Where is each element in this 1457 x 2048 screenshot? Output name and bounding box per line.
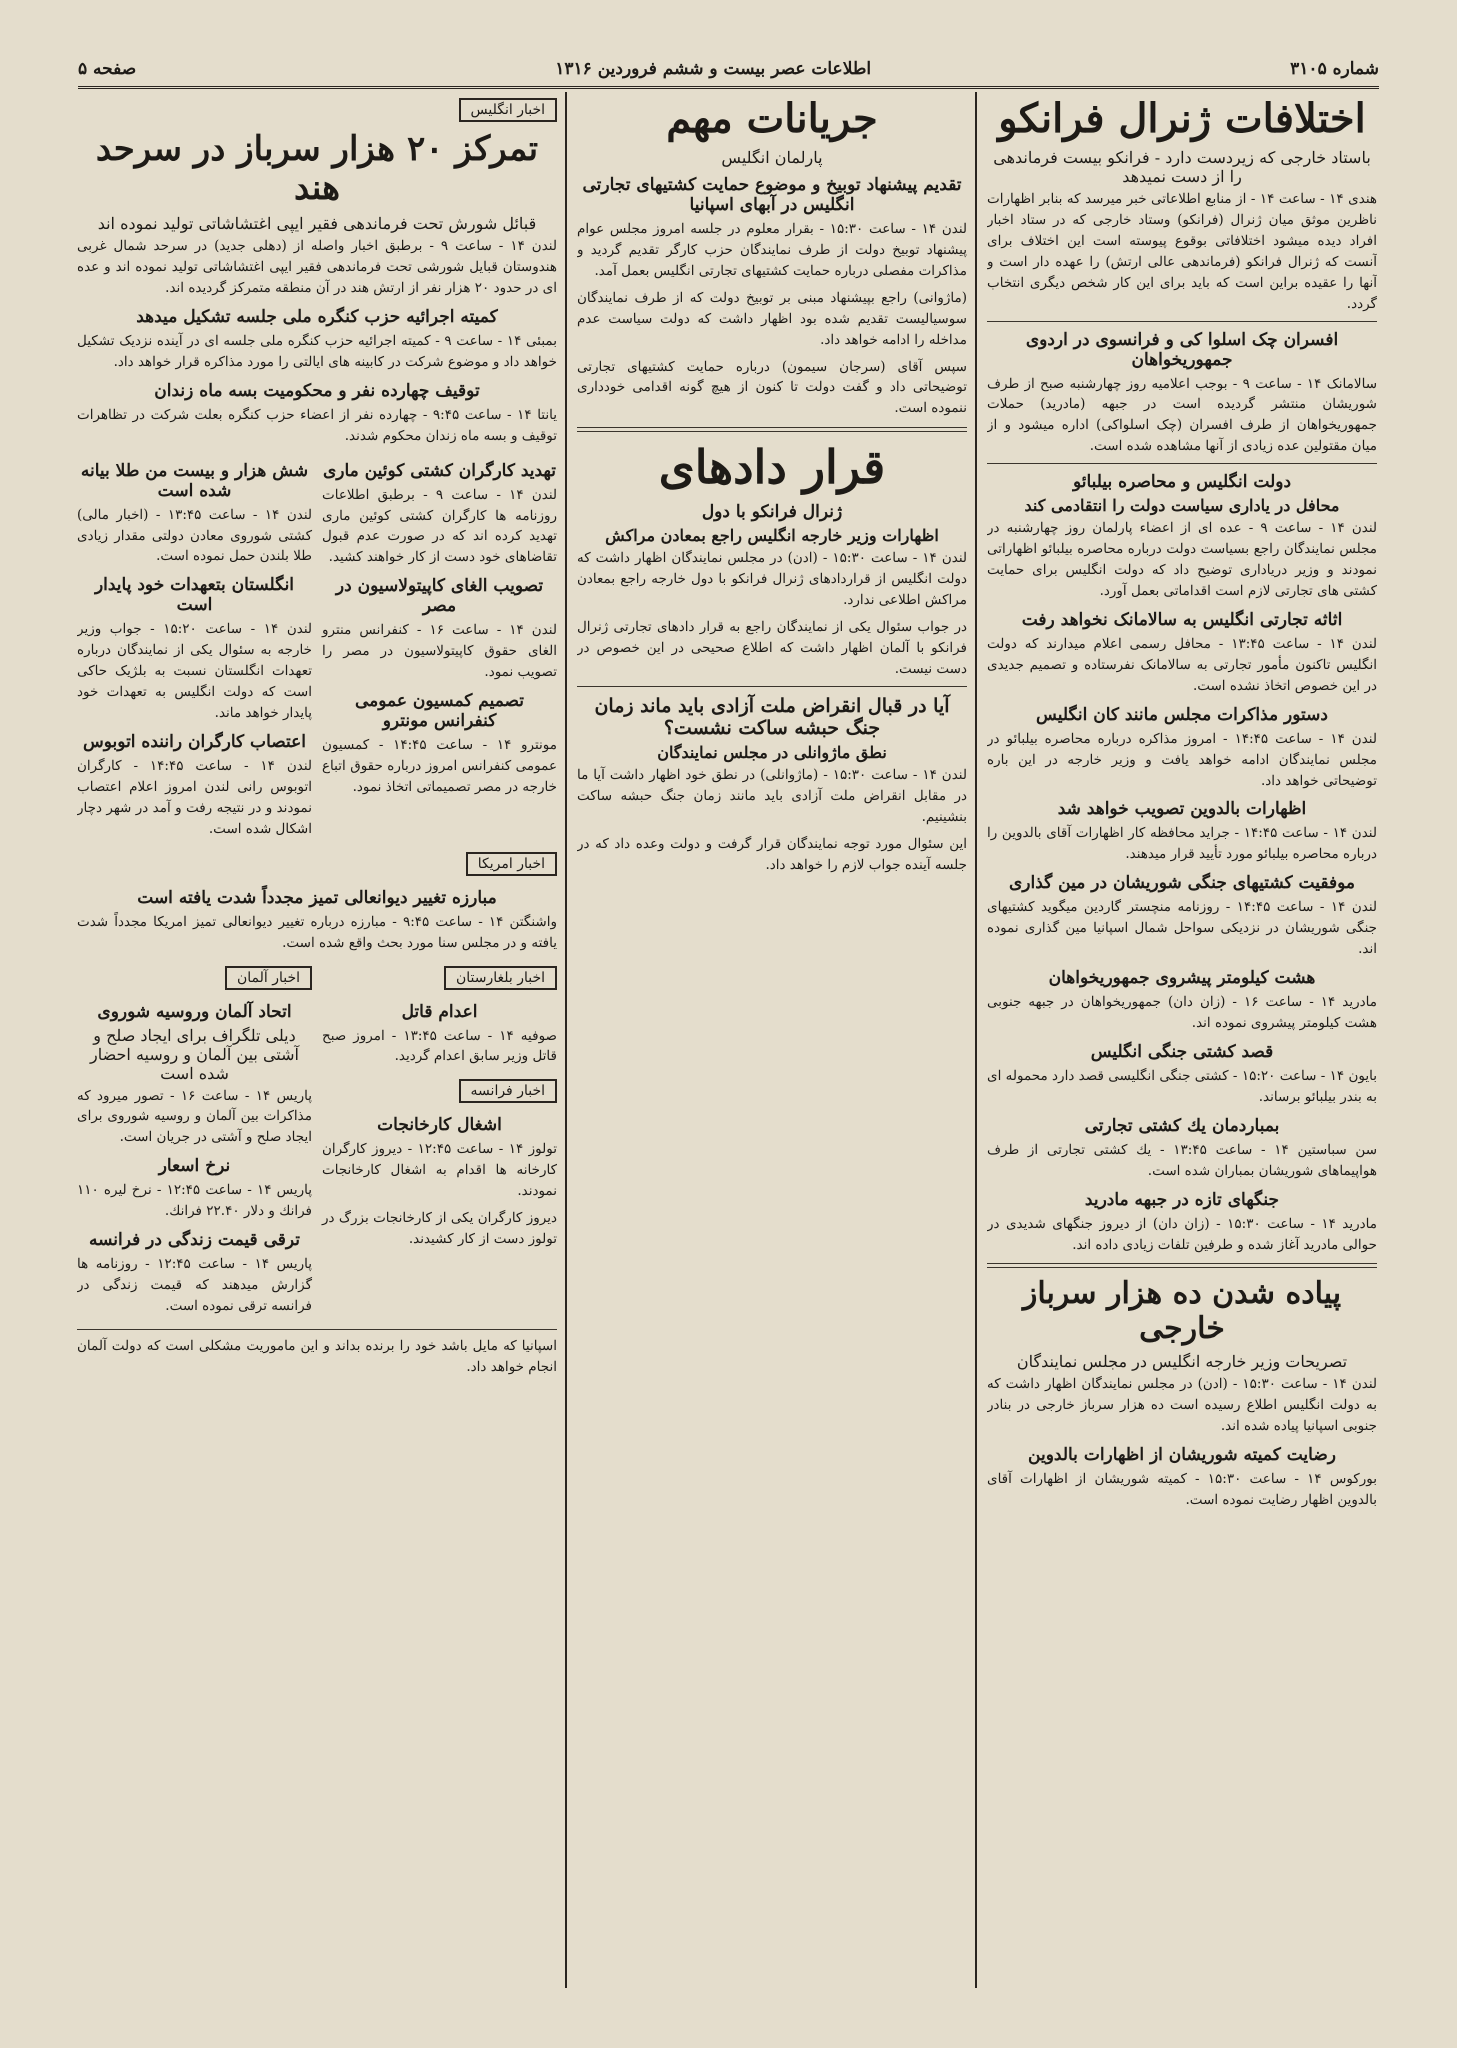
column-right: [987, 92, 1377, 1988]
subhead: قبائل شورش تحت فرماندهی فقیر ایپی اغتشاشاتی تولید نموده اند: [97, 214, 537, 234]
article-text: لندن ۱۴ - ساعت ۱۳:۴۵ - محافل رسمی اعلام میدارند که دولت انگلیس تاکنون مأمور تجارتی به سالامانک نفرستاده و تصمیم جدیدی در این خصوص اتخاذ نشده است.: [987, 635, 1377, 694]
article-text: واشنگتن ۱۴ - ساعت ۹:۴۵ - مبارزه درباره تغییر دیوانعالی تمیز امریکا مجدداً شدت یافته و در مجلس سنا مورد بحث واقع شده است.: [77, 913, 557, 951]
article-text: لندن ۱۴ - ساعت ۱۴:۴۵ - جراید محافظه کار اظهارات آقای بالدوین را درباره محاصره بیلبائو مورد تأیید قرار میدهند.: [987, 825, 1377, 863]
article-text: لندن ۱۴ - ساعت ۱۵:۳۰ - (ماژوانلی) در نطق خود اظهار داشت آیا ما در مقابل انقراض ملت آزادی باید مانند زمان جنگ حبشه ساکت بنشینیم.: [577, 766, 967, 825]
article-text: بایون ۱۴ - ساعت ۱۵:۲۰ - کشتی جنگی انگلیسی قصد دارد محموله ای به بندر بیلبائو برساند.: [987, 1067, 1377, 1105]
paper-date: اطلاعات عصر بیست و ششم فروردین ۱۳۱۶: [555, 59, 872, 79]
article-heading: قصد کشتی جنگی انگلیس: [1090, 1041, 1274, 1062]
page-number: صفحه ۵: [78, 59, 137, 79]
article-text: مونترو ۱۴ - ساعت ۱۴:۴۵ - کمسیون عمومی کنفرانس امروز درباره حقوق اتباع خارجه در مصر تصمیماتی اتخاذ نمود.: [322, 737, 557, 795]
section-label-germany: اخبار آلمان: [225, 966, 312, 990]
article-text: لندن ۱۴ - ساعت ۱۵:۳۰ - (ادن) در مجلس نمایندگان اظهار داشت که دولت انگلیس از قراردادهای ژنرال فرانکو با دول خارجه راجع بمعادن مراکش اطلاعی ندارد.: [577, 550, 967, 609]
article-heading: هشت کیلومتر پیشروی جمهوریخواهان: [1048, 968, 1316, 989]
headline-franco: اختلافات ژنرال فرانکو: [998, 95, 1366, 142]
headline-india-border: تمرکز ۲۰ هزار سرباز در سرحد هند: [95, 129, 539, 209]
article-heading: اظهارات بالدوین تصویب خواهد شد: [1057, 799, 1307, 820]
article-heading: ترقی قیمت زندگی در فرانسه: [88, 1230, 300, 1251]
article-text: لندن ۱۴ - ساعت ۱۴:۴۵ - امروز مذاکره درباره محاصره بیلبائو در مجلس نمایندگان ادامه خواهد یافت و وزیر خارجه در این باره توضیحاتی خواهد داد.: [987, 730, 1377, 789]
article-text: پاریس ۱۴ - ساعت ۱۲:۴۵ - نرخ لیره ۱۱۰ فرانك و دلار ۲۲.۴۰ فرانك.: [77, 1182, 313, 1220]
article-subheading: دیلی تلگراف برای ایجاد صلح و آشتی بین آلمان و روسیه احضار شده است: [90, 1025, 299, 1083]
article-heading: افسران چک اسلوا کی و فرانسوی در اردوی جمهوریخواهان: [1025, 329, 1339, 370]
section-label-france: اخبار فرانسه: [459, 1079, 557, 1103]
article-text: لندن ۱۴ - ساعت ۹ - برطبق اطلاعات روزنامه ها کارگران کشتی کوئین ماری تهدید کرده اند که در صورت عدم قبول تقاضاهای خود دست از کار خواهند کشید.: [322, 486, 557, 566]
article-heading: تقدیم پیشنهاد توبیخ و موضوع حمایت کشتیهای تجارتی انگلیس در آبهای اسپانیا: [582, 175, 962, 215]
article-heading: موفقیت کشتیهای جنگی شوریشان در مین گذاری: [1009, 873, 1355, 894]
article-heading: تهدید کارگران کشتی کوئین ماری: [322, 460, 557, 481]
article-text: لندن ۱۴ - ساعت ۱۳:۴۵ - (اخبار مالی) کشتی شوروی معادن دولتی مقدار زیادی طلا بلندن حمل نموده است.: [77, 506, 313, 565]
article-text: لندن ۱۴ - ساعت ۱۵:۳۰ - (ادن) در مجلس نمایندگان اظهار داشت که به دولت انگلیس اطلاع رسیده است ده هزار سرباز خارجی در بنادر جنوبی اسپانیا پیاده شده اند.: [987, 1376, 1377, 1435]
article-text: لندن ۱۴ - ساعت ۱۵:۲۰ - جواب وزیر خارجه به سئوال یکی از نمایندگان درباره تعهدات انگلستان نسبت به بلژیک حاکی است که دولت انگلیس به تعهدات خود پایدار خواهد ماند.: [77, 621, 313, 722]
article-text: اسپانیا که مایل باشد خود را برنده بداند و این ماموریت مشکلی است که دولت آلمان انجام خواهد داد.: [77, 1337, 557, 1375]
article-heading: اعتصاب کارگران راننده اتوبوس: [83, 732, 306, 753]
article-heading: ژنرال فرانکو با دول: [701, 502, 843, 523]
article-subheading: نطق ماژوانلی در مجلس نمایندگان: [657, 742, 887, 762]
headline-contracts: قرار دادهای: [658, 440, 886, 495]
article-text: بورکوس ۱۴ - ساعت ۱۵:۳۰ - کمیته شوریشان از اظهارات آقای بالدوین اظهار رضایت نموده است.: [987, 1471, 1377, 1509]
subhead: باستاد خارجی که زیردست دارد - فرانکو بیست فرماندهی را از دست نمیدهد: [993, 148, 1371, 186]
article-text: سن سباستین ۱۴ - ساعت ۱۳:۴۵ - یك کشتی تجارتی از طرف هواپیماهای شوریشان بمباران شده است.: [987, 1141, 1377, 1179]
article-heading: توقیف چهارده نفر و محکومیت بسه ماه زندان: [154, 380, 480, 401]
article-heading: اثاثه تجارتی انگلیس به سالامانک نخواهد رفت: [1021, 609, 1343, 630]
column-rule: [565, 92, 567, 1988]
section-tag: پارلمان انگلیس: [721, 148, 823, 167]
section-label-england: اخبار انگلیس: [459, 98, 557, 122]
headline-important-events: جریانات مهم: [666, 95, 878, 142]
column-middle: [577, 92, 967, 1988]
article-text: لندن ۱۴ - ساعت ۱۶ - کنفرانس منترو الغای حقوق کاپیتولاسیون در مصر را تصویب نمود.: [322, 622, 557, 681]
article-heading: مبارزه تغییر دیوانعالی تمیز مجدداً شدت یافته است: [137, 887, 497, 908]
article-text: این سئوال مورد توجه نمایندگان قرار گرفت و دولت وعده داد که در جلسه آینده جواب لازم را خواهد داد.: [577, 835, 967, 873]
article-heading: آیا در قبال انقراض ملت آزادی باید ماند زمان جنگ حبشه ساکت نشست؟: [594, 694, 950, 739]
article-text: لندن ۱۴ - ساعت ۱۴:۴۵ - روزنامه منچستر گاردین میگوید کشتیهای جنگی شوریشان در نزدیکی سواحل شمال اسپانیا مین گذاری نموده اند.: [987, 899, 1377, 958]
section-label-bulgaria: اخبار بلغارستان: [444, 966, 557, 990]
article-heading: دستور مذاکرات مجلس مانند کان انگلیس: [1036, 704, 1328, 725]
article-text: لندن ۱۴ - ساعت ۹ - عده ای از اعضاء پارلمان روز چهارشنبه در مجلس نمایندگان راجع بسیاست دولت درباره محاصره بیلبائو اظهاراتی نمودند و وزیر دریاداری توضیح داد که دولت انگلیس برای حمایت کشتی های تجارتی لازم است اقداماتی بعمل آورد.: [987, 520, 1377, 599]
article-heading: نرخ اسعار: [158, 1156, 231, 1177]
article-text: تولوز ۱۴ - ساعت ۱۲:۴۵ - دیروز کارگران کارخانه ها اقدام به اشغال کارخانجات نمودند.: [322, 1141, 557, 1200]
article-text: لندن ۱۴ - ساعت ۱۵:۳۰ - بقرار معلوم در جلسه امروز مجلس عوام پیشنهاد توبیخ دولت از طرف نمایندگان حزب کارگر تقدیم گردید و مذاکرات مفصلی درباره حمایت کشتیهای تجارتی انگلیس بعمل آمد.: [577, 221, 967, 279]
article-heading: اعدام قاتل: [401, 1001, 478, 1022]
article-subheading: اظهارات وزیر خارجه انگلیس راجع بمعادن مراکش: [605, 526, 939, 546]
issue-number: شماره ۳۱۰۵: [1290, 59, 1379, 79]
masthead: [78, 52, 1379, 89]
article-text: پاریس ۱۴ - ساعت ۱۶ - تصور میرود که مذاکرات بین آلمان و روسیه شوروی برای ایجاد صلح و آشتی در جریان است.: [77, 1087, 312, 1146]
article-text: بمبئی ۱۴ - ساعت ۹ - کمیته اجرائیه حزب کنگره ملی جلسه ای در آینده نزدیک تشکیل خواهد داد و موضوع شرکت در کابینه های ایالتی را مورد مذاکره قرار خواهد داد.: [77, 332, 557, 370]
article-heading: تصمیم کمسیون عمومی کنفرانس مونترو: [354, 691, 525, 732]
article-text: پاریس ۱۴ - ساعت ۱۲:۴۵ - روزنامه ها گزارش میدهند که قیمت زندگی در فرانسه ترقی نموده است.: [77, 1256, 312, 1314]
article-heading: بمباردمان یك کشتی تجارتی: [1084, 1115, 1280, 1136]
article-text: سپس آقای (سرجان سیمون) درباره حمایت کشتیهای تجارتی توضیحاتی داد و گفت دولت تا کنون از هیچ گونه اقدامی خودداری ننموده است.: [577, 358, 967, 417]
article-text: لندن ۱۴ - ساعت ۱۴:۴۵ - کارگران اتوبوس رانی لندن امروز اعلام اعتصاب نمودند و در نتیجه رفت و آمد در شهر دچار اشکال شده است.: [77, 758, 313, 837]
article-text: (ماژوانی) راجع بپیشنهاد مبنی بر توبیخ دولت که از طرف نمایندگان سوسیالیست تقدیم شده بود اظهار داشت که دولت سیاست عدم مداخله را ادامه خواهد داد.: [577, 289, 967, 348]
subhead: تصریحات وزیر خارجه انگلیس در مجلس نمایندگان: [1016, 1352, 1348, 1372]
article-text: لندن ۱۴ - ساعت ۹ - برطبق اخبار واصله از (دهلی جدید) در سرحد شمال غربی هندوستان قبایل شورشی تحت فرماندهی فقیر ایپی اغتشاشاتی تولید نموده اند و عده ای در حدود ۲۰ هزار نفر از ارتش هند در آن منطقه متمرکز گردیده اند.: [77, 238, 557, 297]
article-heading: کمیته اجرائیه حزب کنگره ملی جلسه تشکیل میدهد: [136, 306, 498, 327]
article-text: مادرید ۱۴ - ساعت ۱۶ - (زان دان) جمهوریخواهان در جبهه جنوبی هشت کیلومتر پیشروی نموده اند.: [987, 994, 1377, 1031]
article-heading: تصویب الغای کاپیتولاسیون در مصر: [335, 576, 544, 617]
article-heading: شش هزار و بیست من طلا بیانه شده است: [80, 460, 309, 501]
column-rule: [975, 92, 977, 1988]
article-text: صوفیه ۱۴ - ساعت ۱۳:۴۵ - امروز صبح قاتل وزیر سابق اعدام گردید.: [322, 1027, 557, 1065]
article-text: مادرید ۱۴ - ساعت ۱۵:۳۰ - (زان دان) از دیروز جنگهای شدیدی در حوالی مادرید آغاز شده و طرفین تلفات زیادی داده اند.: [987, 1215, 1377, 1253]
headline-foreign-troops: پیاده شدن ده هزار سرباز خارجی: [1022, 1276, 1342, 1347]
article-subheading: محافل در یاداری سیاست دولت را انتقادمی کند: [1024, 496, 1340, 516]
article-heading: اشغال کارخانجات: [377, 1115, 502, 1136]
article-text: سالامانک ۱۴ - ساعت ۹ - بوجب اعلامیه روز چهارشنبه صبح از طرف شوریشان منتشر گردیده است در جبهه (مادرید) حملات جمهوریخواهان از طرف افسران (چک اسلواکی) اداره میشود و از میان مقتولین عده زیادی از آنها مشاهده شده است.: [987, 375, 1377, 455]
article-heading: اتحاد آلمان وروسیه شوروی: [97, 1001, 292, 1022]
article-heading: رضایت کمیته شوریشان از اظهارات بالدوین: [1028, 1445, 1336, 1466]
section-label-america: اخبار امریکا: [466, 852, 557, 876]
article-heading: جنگهای تازه در جبهه مادرید: [1084, 1189, 1280, 1210]
article-heading: دولت انگلیس و محاصره بیلبائو: [1072, 472, 1292, 493]
article-text: دیروز کارگران یکی از کارخانجات بزرگ در تولوز دست از کار کشیدند.: [322, 1210, 557, 1248]
article-text: در جواب سئوال یکی از نمایندگان راجع به قرار دادهای تجارتی ژنرال فرانکو با آلمان اظهار داشت که اطلاع صحیحی در این خصوص در دست نیست.: [577, 619, 967, 677]
article-text: هندی ۱۴ - ساعت ۱۴ - از منابع اطلاعاتی خبر میرسد که بنابر اظهارات ناظرین موثق میان ژنرال (فرانکو) وستاد خارجی که در ستاد اخبار افراد دیده میشود اختلافاتی بوقوع پیوسته است این اختلاف برای آنست که ژنرال فرانکو (فرماندهی عالی ارتش) را عهده دار است و آنها را عقیده براین است که باید برای این کار شخص دیگری انتخاب گردد.: [987, 191, 1377, 312]
article-text: یانتا ۱۴ - ساعت ۹:۴۵ - چهارده نفر از اعضاء حزب کنگره بعلت شرکت در تظاهرات توقیف و بسه ماه زندان محکوم شدند.: [77, 406, 557, 444]
article-heading: انگلستان بتعهدات خود پایدار است: [94, 575, 295, 616]
column-left: [77, 92, 557, 1988]
